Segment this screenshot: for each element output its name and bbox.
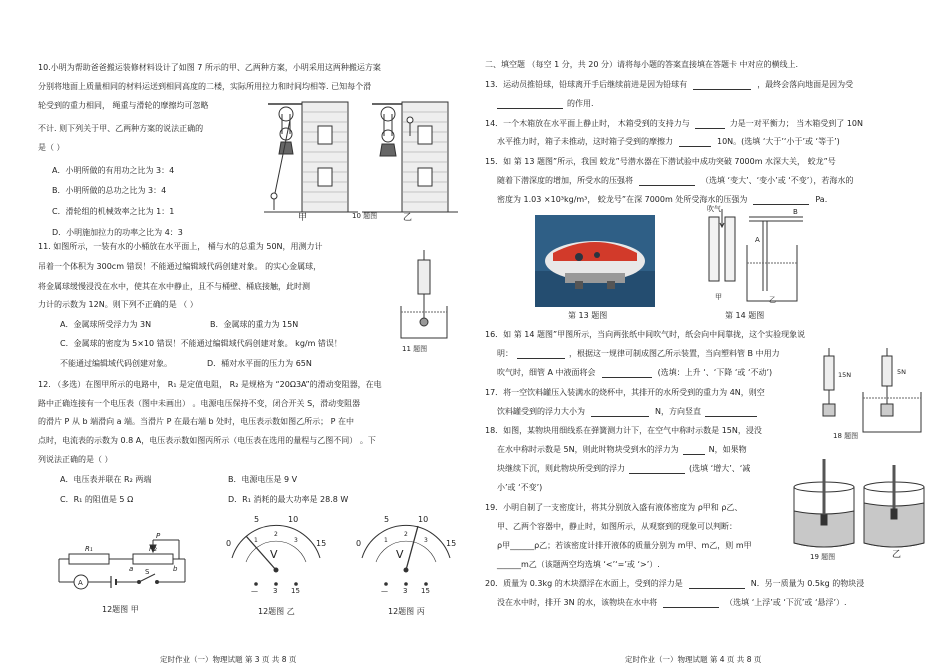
q14-text-1: 14．一个木箱放在水平面上静止时， 木箱受到的支持力与 bbox=[485, 119, 690, 128]
q19-line-2: 甲、乙两个容器中，静止时，如图所示，从观察到的现象可以判断： bbox=[497, 522, 737, 531]
q16-text-2: ，根据这一规律可制成图乙所示装置，当向塑料管 B 中用力 bbox=[569, 349, 780, 358]
q16-text-4: (选填：上升 ‘、‘下降 ‘或 ‘不动’) bbox=[657, 368, 773, 377]
q10-line-5: 是（ ） bbox=[38, 143, 65, 152]
scale-0: 0 bbox=[226, 539, 232, 548]
q10-option-d: D．小明施加拉力的功率之比为 4：3 bbox=[52, 228, 183, 237]
q11-option-a: A．金属球所受浮力为 3N bbox=[60, 320, 152, 329]
right-footer: 定时作业（一）物理试题 第 4 页 共 8 页 bbox=[625, 655, 762, 664]
q14-text-4: 10N。(选填 ‘大于’‘小于’或 ‘等于’) bbox=[717, 137, 840, 146]
q13-line-1 bbox=[485, 80, 853, 90]
q12-option-b: B．电源电压是 9 V bbox=[228, 475, 298, 484]
voltmeter-b-symbol: V bbox=[270, 548, 278, 561]
fig13-caption: 第 13 题图 bbox=[568, 311, 608, 320]
q19-line-3: ρ甲______ρ乙；若该密度计排开液体的质量分别为 m甲、m乙，则 m甲 bbox=[497, 541, 752, 550]
q16-text-1: 明： bbox=[497, 349, 513, 358]
q18-text-4: (选填 ‘增大’、‘减 bbox=[689, 464, 751, 473]
scale-10: 10 bbox=[288, 515, 299, 524]
q11-figure bbox=[395, 248, 453, 344]
fig14-label-jia: 甲 bbox=[715, 293, 722, 301]
fig13-submersible bbox=[535, 215, 655, 307]
fig18-figure bbox=[815, 346, 935, 438]
q12-option-c: C．R₁ 的阻值是 5 Ω bbox=[60, 495, 134, 504]
q20-text-3: 没在水中时，排开 3N 的水，该物块在水中将 bbox=[497, 598, 658, 607]
label-s: S bbox=[145, 568, 150, 576]
q20-line-1 bbox=[485, 579, 864, 589]
q11-line-3: 将金属球缓慢浸没在水中，使其在水中静止，且不与桶壁、桶底接触，此时测 bbox=[38, 282, 310, 291]
q17-text-2: N，方向竖直 bbox=[655, 407, 701, 416]
q17-line-2 bbox=[497, 407, 761, 417]
fig19-figure bbox=[790, 455, 930, 555]
q16-blank-2[interactable] bbox=[602, 377, 652, 378]
scale-0-c: 0 bbox=[356, 539, 362, 548]
q17-text-1: 饮料罐受到的浮力大小为 bbox=[497, 407, 585, 416]
fig14-label-b: B bbox=[793, 208, 798, 216]
q11-figure-caption: 11 题图 bbox=[402, 345, 428, 353]
q11-line-1: 11. 如图所示，一装有水的小桶放在水平面上， 桶与水的总重为 50N，用测力计 bbox=[38, 242, 323, 251]
inner-2: 2 bbox=[274, 531, 278, 538]
q10-option-a: A．小明所做的有用功之比为 3：4 bbox=[52, 166, 175, 175]
q12-line-5: 列说法正确的是（ ） bbox=[38, 455, 113, 464]
q14-blank-2[interactable] bbox=[679, 146, 711, 147]
meter-c-terminal-15: 15 bbox=[421, 587, 430, 595]
inner-3-c: 3 bbox=[424, 537, 428, 544]
q14-text-2: 力是一对平衡力； 当木箱受到了 10N bbox=[729, 119, 863, 128]
q11-line-2: 吊着一个体积为 300cm 错误！不能通过编辑域代码创建对象。 的实心金属球， bbox=[38, 262, 322, 271]
q18-line-2 bbox=[497, 445, 747, 455]
q10-option-b: B．小明所做的总功之比为 3：4 bbox=[52, 186, 167, 195]
q20-line-2 bbox=[497, 598, 847, 608]
r1-resistor bbox=[69, 554, 109, 564]
q12-option-a: A．电压表并联在 R₂ 两端 bbox=[60, 475, 152, 484]
q15-blank-1[interactable] bbox=[639, 185, 695, 186]
inner-1: 1 bbox=[254, 537, 258, 544]
q16-line-3 bbox=[497, 368, 772, 378]
q12-voltmeter-c bbox=[348, 512, 464, 592]
q14-line-2 bbox=[497, 137, 840, 147]
q10-line-1: 10.小明为帮助爸爸搬运装修材料设计了如图 7 所示的甲、乙两种方案，小明采用这两种搬运方案 bbox=[38, 63, 381, 72]
q13-text-1: 13．运动员推铅球，铅球离开手后继续前进是因为铅球有 bbox=[485, 80, 688, 89]
fig18-reading-1: 15N bbox=[838, 371, 852, 379]
scale-5: 5 bbox=[254, 515, 260, 524]
q20-blank-2[interactable] bbox=[663, 607, 719, 608]
q12-option-d: D．R₁ 消耗的最大功率是 28.8 W bbox=[228, 495, 349, 504]
q15-line-2 bbox=[497, 176, 853, 186]
label-b: b bbox=[173, 565, 178, 573]
voltmeter-c-symbol: V bbox=[396, 548, 404, 561]
meter-b-terminal-15: 15 bbox=[291, 587, 300, 595]
q15-line-1: 15．如 第 13 题图”所示，我国 蛟龙”号潜水器在下潜试验中成功突破 7000m 水深大关， 蛟龙”号 bbox=[485, 157, 836, 166]
q12-circuit-caption: 12题图 甲 bbox=[102, 605, 139, 614]
fig19-caption: 19 题图 bbox=[810, 553, 836, 561]
q18-text-1: 在水中称时示数是 5N，则此时物块受到水的浮力为 bbox=[497, 445, 679, 454]
q15-line-3 bbox=[497, 195, 827, 205]
label-a: a bbox=[129, 565, 134, 573]
q12-line-1: 12. （多选）在图甲所示的电路中， R₁ 是定值电阻， R₂ 是规格为 “20Ω3A”的滑动变阻器，在电 bbox=[38, 380, 382, 389]
q15-text-1: 随着下潜深度的增加，所受水的压强将 bbox=[497, 176, 633, 185]
q18-line-3 bbox=[497, 464, 750, 474]
inner-2-c: 2 bbox=[404, 531, 408, 538]
fig19-label-yi: 乙 bbox=[892, 550, 902, 560]
q18-blank-2[interactable] bbox=[629, 473, 685, 474]
scale-15-c: 15 bbox=[446, 539, 457, 548]
q13-text-3: 的作用. bbox=[567, 99, 594, 108]
q10-figure-label-jia: 甲 bbox=[298, 213, 308, 223]
q15-text-4: Pa. bbox=[815, 195, 828, 204]
q13-blank-1[interactable] bbox=[693, 89, 751, 90]
q18-line-1: 18．如图，某物块用细线系在弹簧测力计下，在空气中称时示数是 15N，浸没 bbox=[485, 426, 762, 435]
q12-meter-c-caption: 12题图 丙 bbox=[388, 607, 425, 616]
q20-text-2: N．另一质量为 0.5kg 的物块浸 bbox=[750, 579, 865, 588]
label-p: P bbox=[156, 532, 161, 540]
q10-option-c: C．滑轮组的机械效率之比为 1：1 bbox=[52, 207, 175, 216]
q11-option-c-cont: 不能通过编辑域代码创建对象。 bbox=[60, 359, 172, 368]
q17-blank-2[interactable] bbox=[705, 416, 757, 417]
q12-meter-b-caption: 12题图 乙 bbox=[258, 607, 295, 616]
q16-blank-1[interactable] bbox=[517, 358, 565, 359]
section-title: 二、填空题 （每空 1 分，共 20 分）请将每小题的答案直接填在答题卡 中对应的横线上. bbox=[485, 60, 799, 69]
q11-line-4: 力计的示数为 12N。则下列不正确的是 （ ） bbox=[38, 300, 198, 309]
label-r2: R₂ bbox=[149, 545, 157, 553]
q13-blank-2[interactable] bbox=[497, 108, 563, 109]
q11-option-d: D．桶对水平面的压力为 65N bbox=[207, 359, 312, 368]
q14-text-3: 水平推力时，箱子未推动，这时箱子受到的摩擦力 bbox=[497, 137, 673, 146]
q10-line-4: 不计. 则下列关于甲、乙两种方案的说法正确的 bbox=[38, 124, 204, 133]
q11-option-c: C．金属球的密度为 5×10 错误！不能通过编辑域代码创建对象。 kg/m 错误！ bbox=[60, 339, 342, 348]
q14-blank-1[interactable] bbox=[695, 128, 725, 129]
q10-figure bbox=[262, 98, 462, 222]
q10-figure-label-yi: 乙 bbox=[403, 213, 413, 223]
left-footer: 定时作业（一）物理试题 第 3 页 共 8 页 bbox=[160, 655, 297, 664]
q13-text-2: ，最终会落向地面是因为受 bbox=[757, 80, 854, 89]
fig14-label-a: A bbox=[755, 236, 760, 244]
q12-line-3: 的滑片 P 从 b 端滑向 a 端。当滑片 P 在最右端 b 处时，电压表示数如图乙所示； P 在中 bbox=[38, 417, 355, 426]
fig18-caption: 18 题图 bbox=[833, 432, 859, 440]
q19-line-4: ______m乙（该题两空均选填 ‘<’‘=’或 ‘>’）. bbox=[497, 560, 660, 569]
label-r1: R₁ bbox=[85, 545, 93, 553]
meter-b-terminal-3: 3 bbox=[273, 587, 278, 595]
q17-line-1: 17．将一空饮料罐压入装满水的烧杯中，其排开的水所受到的重力为 4N，则空 bbox=[485, 388, 765, 397]
fig14-label-yi: 乙 bbox=[769, 296, 776, 304]
q13-line-2 bbox=[497, 99, 594, 109]
inner-1-c: 1 bbox=[384, 537, 388, 544]
q16-line-1: 16．如 第 14 题图”甲图所示，当向两张纸中间吹气时，纸会向中间靠拢，这个实验现象说 bbox=[485, 330, 806, 339]
meter-b-terminal-neg: — bbox=[251, 587, 258, 595]
meter-c-terminal-3: 3 bbox=[403, 587, 408, 595]
q12-line-4: 点时，电流表的示数为 0.8 A，电压表示数如图丙所示（电压表在选用的量程与乙图不同） 。下 bbox=[38, 436, 376, 445]
fig14-blow-label: 吹气 bbox=[707, 205, 721, 213]
q10-line-3: 轮受到的重力相同， 绳重与滑轮的摩擦均可忽略 bbox=[38, 101, 209, 110]
q16-text-3: 吹气时，细管 A 中液面将会 bbox=[497, 368, 596, 377]
q14-line-1 bbox=[485, 119, 863, 129]
q20-text-1: 20．质量为 0.3kg 的木块漂浮在水面上，受到的浮力是 bbox=[485, 579, 683, 588]
q17-blank-1[interactable] bbox=[591, 416, 649, 417]
q19-line-1: 19．小明自制了一支密度计，将其分别放入盛有液体密度为 ρ甲和 ρ乙、 bbox=[485, 503, 743, 512]
scale-10-c: 10 bbox=[418, 515, 429, 524]
q10-line-2: 分别将地面上质量相同的材料运送到相同高度的二楼，实际所用拉力和时间均相等. 已知每个滑 bbox=[38, 82, 372, 91]
q18-blank-1[interactable] bbox=[683, 454, 705, 455]
inner-3: 3 bbox=[294, 537, 298, 544]
meter-c-terminal-neg: — bbox=[381, 587, 388, 595]
q15-text-2: （选填 ‘变大’、‘变小’或 ‘不变’），若海水的 bbox=[701, 176, 854, 185]
label-ammeter: A bbox=[78, 579, 83, 587]
q18-text-3: 块继续下沉，则此物块所受到的浮力 bbox=[497, 464, 625, 473]
scale-5-c: 5 bbox=[384, 515, 390, 524]
q12-voltmeter-b bbox=[218, 512, 334, 592]
q10-figure-caption: 10 题图 bbox=[352, 212, 378, 220]
r2-resistor bbox=[133, 554, 173, 564]
q15-text-3: 密度为 1.03 ×10³kg/m³， 蛟龙号”在深 7000m 处所受海水的压强为 bbox=[497, 195, 748, 204]
q11-option-b: B．金属球的重力为 15N bbox=[210, 320, 299, 329]
q12-circuit bbox=[55, 528, 195, 592]
q16-line-2 bbox=[497, 349, 780, 359]
right-page bbox=[475, 0, 950, 672]
fig14-caption: 第 14 题图 bbox=[725, 311, 765, 320]
scale-15: 15 bbox=[316, 539, 327, 548]
q20-text-4: （选填 ‘上浮’或 ‘下沉’或 ‘悬浮’）. bbox=[725, 598, 847, 607]
q18-line-4: 小’或 ‘不变’) bbox=[497, 483, 543, 492]
fig18-reading-2: 5N bbox=[897, 368, 906, 376]
q18-text-2: N，如果物 bbox=[708, 445, 747, 454]
q12-line-2: 路中正确连接有一个电压表（图中未画出） 。电源电压保持不变，闭合开关 S，滑动变阻器 bbox=[38, 399, 361, 408]
q20-blank-1[interactable] bbox=[689, 588, 745, 589]
